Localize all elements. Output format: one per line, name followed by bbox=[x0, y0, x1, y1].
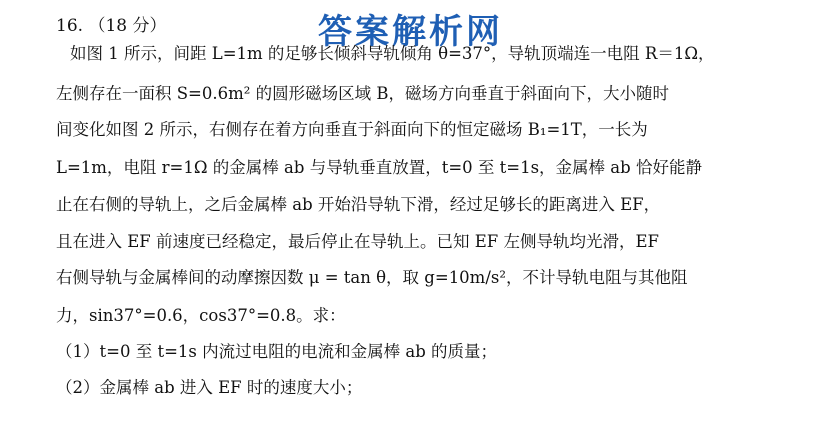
problem-text-line: 间变化如图 2 所示，右侧存在着方向垂直于斜面向下的恒定磁场 B₁=1T，一长为 bbox=[56, 120, 648, 139]
problem-text-line: 且在进入 EF 前速度已经稳定，最后停止在导轨上。已知 EF 左侧导轨均光滑，EF bbox=[56, 232, 659, 251]
watermark-logo: 答案解析网 bbox=[318, 12, 503, 52]
problem-text-line: L=1m，电阻 r=1Ω 的金属棒 ab 与导轨垂直放置，t=0 至 t=1s，金属棒 ab 恰好能静 bbox=[56, 158, 702, 177]
problem-text-line: 左侧存在一面积 S=0.6m² 的圆形磁场区域 B，磁场方向垂直于斜面向下，大小随时 bbox=[56, 84, 669, 103]
problem-text-line: 力，sin37°=0.6，cos37°=0.8。求： bbox=[56, 306, 346, 325]
problem-text-line: 右侧导轨与金属棒间的动摩擦因数 μ = tan θ，取 g=10m/s²，不计导轨电阻与其他阻 bbox=[56, 268, 688, 287]
problem-text-line: 止在右侧的导轨上，之后金属棒 ab 开始沿导轨下滑，经过足够长的距离进入 EF， bbox=[56, 195, 661, 214]
question-1: （1）t=0 至 t=1s 内流过电阻的电流和金属棒 ab 的质量； bbox=[56, 342, 497, 361]
problem-number: 16. （18 分） bbox=[56, 16, 167, 36]
problem-text-line: 如图 1 所示，间距 L=1m 的足够长倾斜导轨倾角 θ=37°，导轨顶端连一电阻 R＝1Ω， bbox=[70, 44, 715, 63]
question-2: （2）金属棒 ab 进入 EF 时的速度大小； bbox=[56, 378, 363, 397]
